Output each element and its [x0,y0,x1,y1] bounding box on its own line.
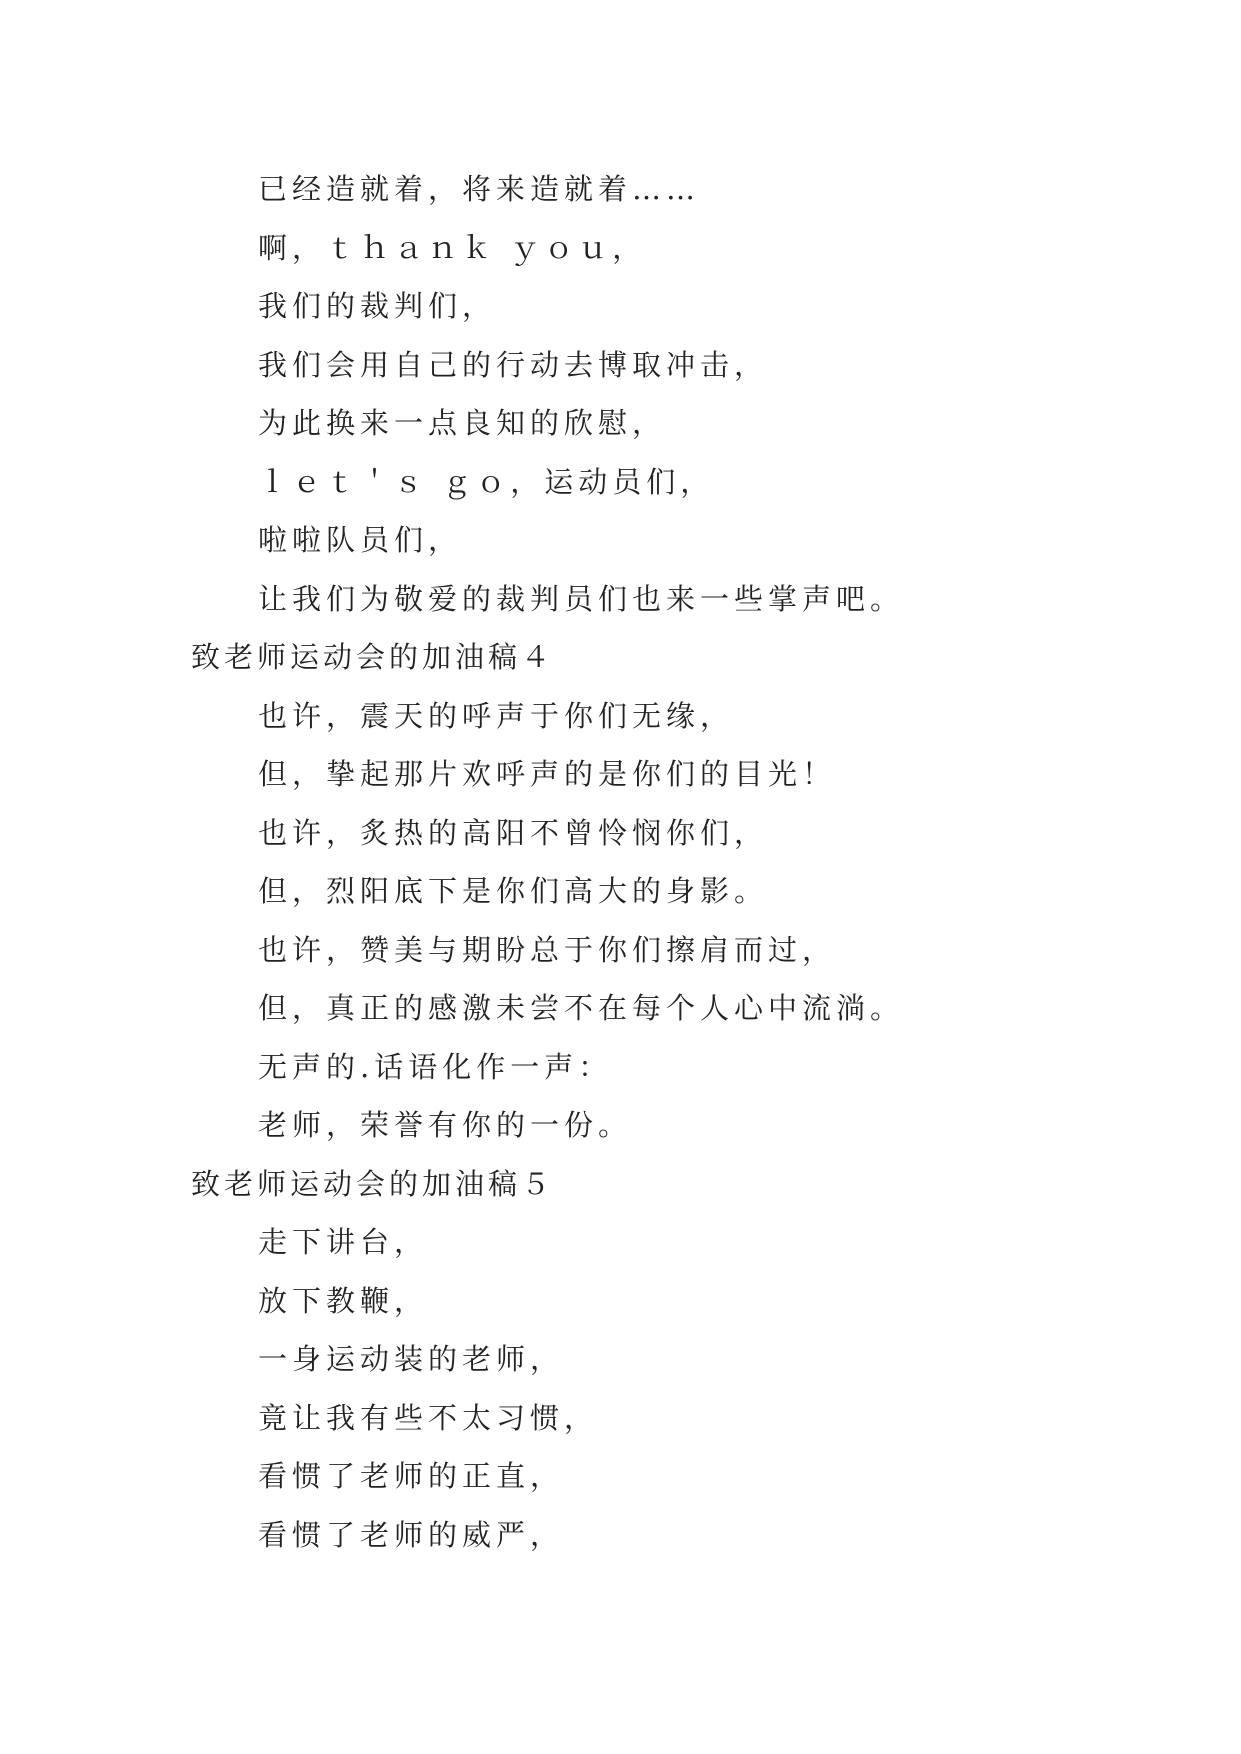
section-heading: 致老师运动会的加油稿５ [191,1166,555,1201]
text-line: 但，挚起那片欢呼声的是你们的目光！ [258,757,837,791]
text-line: 老师，荣誉有你的一份。 [258,1108,633,1142]
text-line: 放下教鞭， [258,1283,429,1318]
text-line: 为此换来一点良知的欣慰， [258,406,667,440]
text-line: 但，烈阳底下是你们高大的身影。 [258,874,769,908]
text-line: 走下讲台， [258,1225,429,1259]
text-line: ｌｅｔ＇ｓ ｇｏ，运动员们， [258,464,715,499]
text-line: 啊，ｔｈａｎｋ ｙｏｕ， [258,230,647,265]
section-heading: 致老师运动会的加油稿４ [191,640,555,674]
text-line: 我们会用自己的行动去博取冲击， [258,347,769,382]
text-line: 看惯了老师的威严， [258,1517,565,1552]
text-line: 但，真正的感激未尝不在每个人心中流淌。 [258,991,905,1025]
text-line: 也许，赞美与期盼总于你们擦肩而过， [258,932,837,967]
text-line: 无声的.话语化作一声： [258,1049,613,1084]
text-line: 也许，震天的呼声于你们无缘， [258,698,735,733]
text-line: 也许，炙热的高阳不曾怜悯你们， [258,815,769,850]
text-line: 竟让我有些不太习惯， [258,1400,599,1435]
document-body [0,160,1241,1564]
text-line: 一身运动装的老师， [258,1342,565,1376]
text-line: 我们的裁判们， [258,289,497,323]
text-line: 看惯了老师的正直， [258,1459,565,1493]
text-line: 已经造就着，将来造就着…… [258,172,701,206]
text-line: 啦啦队员们， [258,523,463,557]
text-line: 让我们为敬爱的裁判员们也来一些掌声吧。 [258,581,905,616]
